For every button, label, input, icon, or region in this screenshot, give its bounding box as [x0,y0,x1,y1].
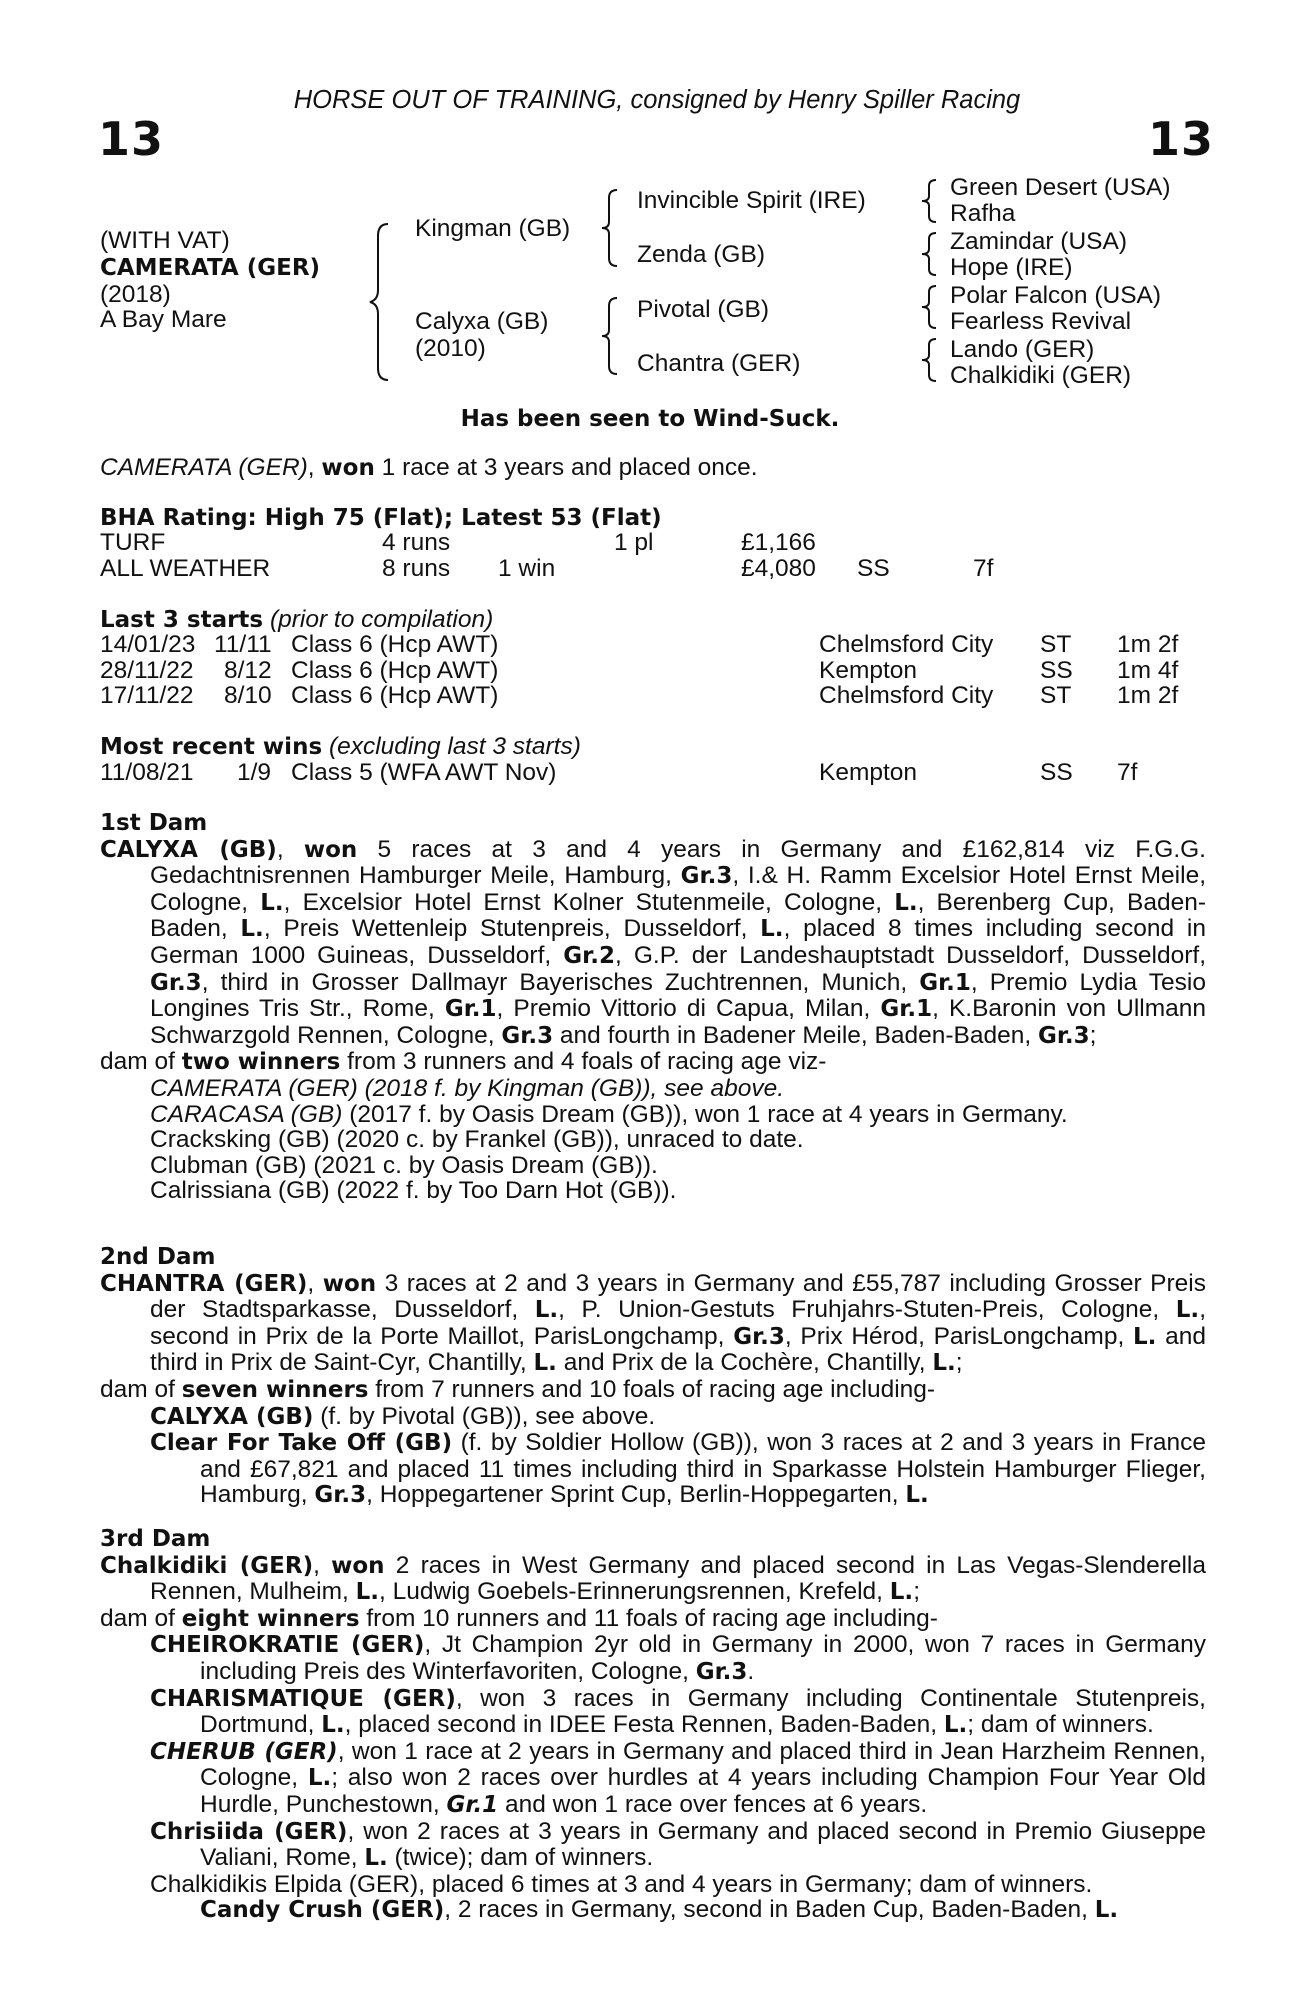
rating-aw-dist: 7f [973,555,994,582]
rating-turf-placed: 1 pl [614,529,654,556]
pedigree-brace-g2 [920,231,938,277]
pedigree-g1: Green Desert (USA) [950,174,1171,201]
last3-row2-date: 28/11/22 [100,657,194,684]
first-dam-foal-1: CAMERATA (GER) (2018 f. by Kingman (GB)), see above. [150,1074,785,1102]
last3-row1-course: Chelmsford City [819,631,994,658]
last3-row3-course: Chelmsford City [819,682,994,709]
last3-row2-pos: 8/12 [224,657,272,684]
pedigree-dam-dam: Chantra (GER) [637,350,801,377]
third-dam-section [100,1527,1206,1924]
last3-row1-dist: 1m 2f [1117,631,1179,658]
second-dam-section [100,1245,1206,1509]
pedigree-sire-dam: Zenda (GB) [637,241,765,268]
pedigree-g8: Chalkidiki (GER) [950,362,1132,389]
second-dam-heading: 2nd Dam [100,1244,216,1270]
vat-note: (WITH VAT) [100,227,230,254]
recent-wins-note: (excluding last 3 starts) [328,733,581,760]
first-dam-section [100,811,1206,1204]
pedigree-g3: Zamindar (USA) [950,228,1127,255]
last3-header [100,607,493,633]
wind-suck-note: Has been seen to Wind-Suck. [460,406,840,432]
recent-win-pos: 1/9 [237,759,272,786]
pedigree-sire: Kingman (GB) [415,215,571,242]
last3-row1-date: 14/01/23 [100,631,196,658]
horse-name: CAMERATA (GER) [100,255,321,281]
first-dam-produce-summary: dam of two winners from 3 runners and 4 foals of racing age viz- [100,1048,827,1076]
third-dam-offspring-4: Chrisiida (GER), won 2 races at 3 years in Germany and placed second in Premio Giuseppe Valiani, Rome, L. (twice); dam of winners. [150,1817,1206,1872]
first-dam-heading: 1st Dam [100,810,208,836]
recent-win-class: Class 5 (WFA AWT Nov) [291,759,557,786]
pedigree-g2: Rafha [950,200,1016,227]
last3-row2-course: Kempton [819,657,918,684]
pedigree-g4: Hope (IRE) [950,254,1073,281]
first-dam-foal-5: Calrissiana (GB) (2022 f. by Too Darn Hot (GB)). [150,1177,677,1205]
rating-turf-surface: TURF [100,529,166,556]
rating-aw-surface: ALL WEATHER [100,555,271,582]
pedigree-brace-dam [600,296,620,376]
third-dam-offspring-3: CHERUB (GER), won 1 race at 2 years in Germany and placed third in Jean Harzheim Rennen, Cologne, L.; also won 2 races over hurdles at 4 years including Champion Four Year Old Hurdle, Punchestown, Gr.1 and won 1 race over fences at 6 years. [150,1737,1206,1818]
pedigree-g6: Fearless Revival [950,308,1132,335]
recent-win-course: Kempton [819,759,918,786]
pedigree-dam-year: (2010) [415,335,486,362]
rating-aw-prize: £4,080 [741,555,816,582]
first-dam-record: CALYXA (GB), won 5 races at 3 and 4 years in Germany and £162,814 viz F.G.G. Gedachtnisrennen Hamburger Meile, Hamburg, Gr.3, I.& H. Ramm Excelsior Hotel Ernst Meile, Cologne, L., Excelsior Hotel Ernst Kolner Stutenmeile, Cologne, L., Berenberg Cup, Baden-Baden, L., Preis Wettenleip Stutenpreis, Dusseldorf, L., placed 8 times including second in German 1000 Guineas, Dusseldorf, Gr.2, G.P. der Landeshauptstadt Dusseldorf, Dusseldorf, Gr.3, third in Grosser Dallmayr Bayerisches Zuchtrennen, Munich, Gr.1, Premio Lydia Tesio Longines Tris Str., Rome, Gr.1, Premio Vittorio di Capua, Milan, Gr.1, K.Baronin von Ullmann Schwarzgold Rennen, Cologne, Gr.3 and fourth in Badener Meile, Baden-Baden, Gr.3; [100,835,1206,1049]
last3-row3-date: 17/11/22 [100,682,194,709]
lot-number-right: 13 [1148,112,1215,166]
last3-row1-class: Class 6 (Hcp AWT) [291,631,499,658]
rating-aw-wins: 1 win [498,555,556,582]
third-dam-heading: 3rd Dam [100,1526,211,1552]
recent-wins-header [100,734,581,760]
summary-won: won [321,455,375,481]
last3-title: Last 3 starts [100,607,264,633]
summary-rest: 1 race at 3 years and placed once. [374,454,758,481]
third-dam-offspring-1: CHEIROKRATIE (GER), Jt Champion 2yr old in Germany in 2000, won 7 races in Germany including Preis des Winterfavoriten, Cologne, Gr.3. [150,1631,1206,1685]
recent-win-going: SS [1040,759,1073,786]
third-dam-record: Chalkidiki (GER), won 2 races in West Germany and placed second in Las Vegas-Slenderella Rennen, Mulheim, L., Ludwig Goebels-Erinnerungsrennen, Krefeld, L.; [100,1551,1206,1606]
first-dam-foal-3: Cracksking (GB) (2020 c. by Frankel (GB)), unraced to date. [150,1126,804,1154]
recent-wins-title: Most recent wins [100,734,323,760]
last3-row2-class: Class 6 (Hcp AWT) [291,657,499,684]
second-dam-produce-summary: dam of seven winners from 7 runners and 10 foals of racing age including- [100,1375,936,1403]
recent-win-dist: 7f [1117,759,1138,786]
last3-row3-going: ST [1040,682,1072,709]
pedigree-brace-main [368,222,392,382]
first-dam-foal-4: Clubman (GB) (2021 c. by Oasis Dream (GB)). [150,1151,658,1179]
last3-row2-going: SS [1040,657,1073,684]
rating-turf-runs: 4 runs [382,529,451,556]
horse-year: (2018) [100,281,171,308]
pedigree-brace-sire [600,188,620,268]
pedigree-g5: Polar Falcon (USA) [950,282,1162,309]
last3-row3-pos: 8/10 [224,682,272,709]
rating-aw-going: SS [857,555,890,582]
third-dam-offspring-2: CHARISMATIQUE (GER), won 3 races in Germany including Continentale Stutenpreis, Dortmund, L., placed second in IDEE Festa Rennen, Baden-Baden, L.; dam of winners. [150,1684,1206,1739]
recent-win-date: 11/08/21 [100,759,194,786]
last3-row3-class: Class 6 (Hcp AWT) [291,682,499,709]
rating-title: BHA Rating: High 75 (Flat); Latest 53 (Flat) [100,505,662,531]
last3-note: (prior to compilation) [269,606,494,633]
lot-number-left: 13 [98,112,165,166]
third-dam-offspring-6: Candy Crush (GER), 2 races in Germany, second in Baden Cup, Baden-Baden, L. [200,1896,1119,1924]
pedigree-dam-sire: Pivotal (GB) [637,296,770,323]
third-dam-produce-summary: dam of eight winners from 10 runners and 11 foals of racing age including- [100,1604,938,1632]
pedigree-sire-sire: Invincible Spirit (IRE) [637,187,866,214]
summary-horse-name: CAMERATA (GER) [100,454,308,481]
consignment-line: HORSE OUT OF TRAINING, consigned by Henry Spiller Racing [293,86,1021,114]
second-dam-offspring-1: CALYXA (GB) (f. by Pivotal (GB)), see above. [150,1402,656,1430]
pedigree-dam: Calyxa (GB) [415,308,549,335]
last3-row2-dist: 1m 4f [1117,657,1179,684]
pedigree-brace-g1 [920,178,938,224]
second-dam-record: CHANTRA (GER), won 3 races at 2 and 3 years in Germany and £55,787 including Grosser Preis der Stadtsparkasse, Dusseldorf, L., P. Union-Gestuts Fruhjahrs-Stuten-Preis, Cologne, L., second in Prix de la Porte Maillot, ParisLongchamp, Gr.3, Prix Hérod, ParisLongchamp, L. and third in Prix de Saint-Cyr, Chantilly, L. and Prix de la Cochère, Chantilly, L.; [100,1269,1206,1377]
race-summary: CAMERATA (GER), won 1 race at 3 years and placed once. [100,454,758,481]
rating-aw-runs: 8 runs [382,555,451,582]
pedigree-brace-g4 [920,337,938,383]
pedigree-g7: Lando (GER) [950,336,1095,363]
last3-row1-going: ST [1040,631,1072,658]
rating-turf-prize: £1,166 [741,529,816,556]
horse-description: A Bay Mare [100,306,227,333]
first-dam-foal-2: CARACASA (GB) (2017 f. by Oasis Dream (GB)), won 1 race at 4 years in Germany. [150,1100,1068,1128]
last3-row1-pos: 11/11 [214,631,272,658]
third-dam-offspring-5: Chalkidikis Elpida (GER), placed 6 times at 3 and 4 years in Germany; dam of winners. [150,1870,1093,1898]
second-dam-offspring-2: Clear For Take Off (GB) (f. by Soldier Hollow (GB)), won 3 races at 2 and 3 years in France and £67,821 and placed 11 times including third in Sparkasse Holstein Hamburger Flieger, Hamburg, Gr.3, Hoppegartener Sprint Cup, Berlin-Hoppegarten, L. [150,1429,1206,1509]
pedigree-brace-g3 [920,284,938,330]
last3-row3-dist: 1m 2f [1117,682,1179,709]
